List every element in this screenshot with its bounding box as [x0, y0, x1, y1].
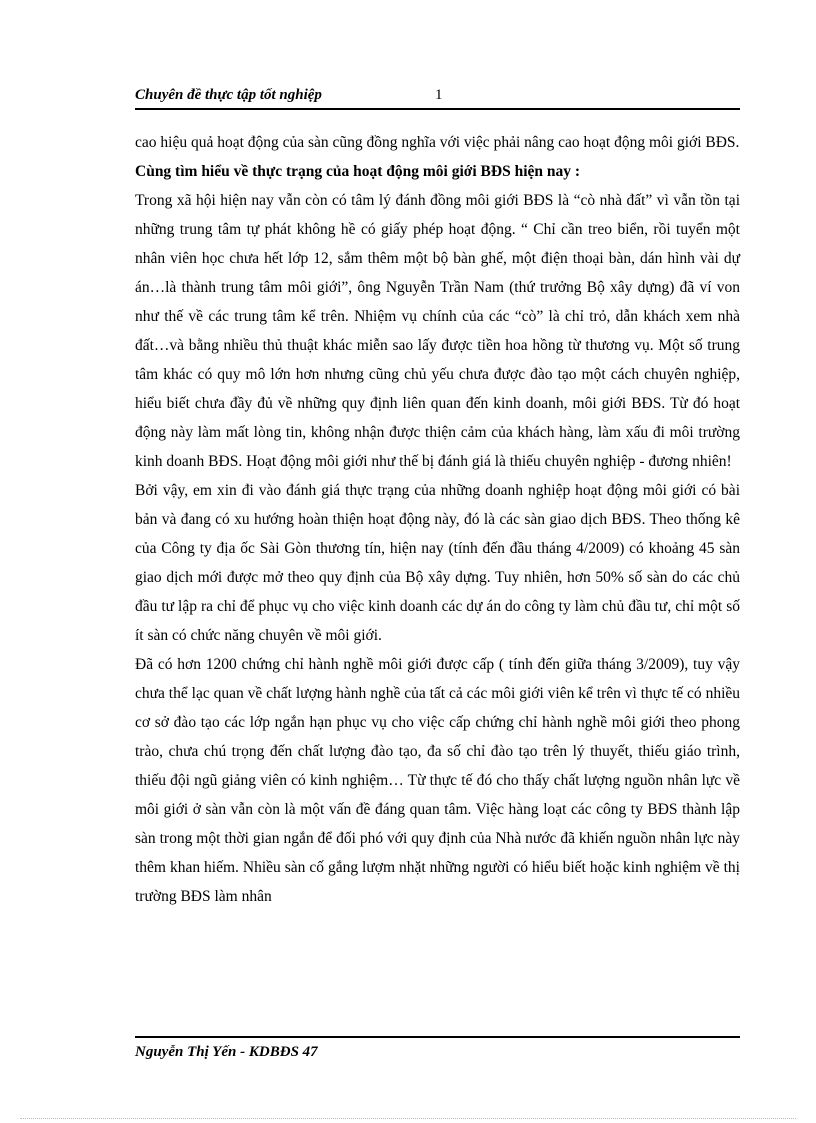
page-boundary-line [20, 1118, 796, 1119]
paragraph: cao hiệu quả hoạt động của sàn cũng đồng nghĩa với việc phải nâng cao hoạt động môi giới BĐS. [135, 134, 740, 151]
page-footer [135, 1036, 740, 1060]
paragraph: Bởi vậy, em xin đi vào đánh giá thực trạng của những doanh nghiệp hoạt động môi giới có bài bản và đang có xu hướng hoàn thiện hoạt động này, đó là các sàn giao dịch BĐS. Theo thống kê của Công ty địa ốc Sài Gòn thương tín, hiện nay (tính đến đầu tháng 4/2009) có khoảng 45 sàn giao dịch mới được mở theo quy định của Bộ xây dựng. Tuy nhiên, hơn 50% số sàn do các chủ đầu tư lập ra chỉ để phục vụ cho việc kinh doanh các dự án do công ty làm chủ đầu tư, chỉ một số ít sàn có chức năng chuyên về môi giới. [135, 482, 740, 644]
page-header [135, 86, 740, 110]
page-number: 1 [435, 87, 443, 103]
paragraph: Đã có hơn 1200 chứng chỉ hành nghề môi giới được cấp ( tính đến giữa tháng 3/2009), tuy vậy chưa thể lạc quan về chất lượng hành nghề của tất cả các môi giới viên kể trên vì thực tế có nhiều cơ sở đào tạo các lớp ngắn hạn phục vụ cho việc cấp chứng chỉ hành nghề môi giới theo phong trào, chưa chú trọng đến chất lượng đào tạo, đa số chỉ đào tạo trên lý thuyết, thiếu giáo trình, thiếu đội ngũ giảng viên có kinh nghiệm… Từ thực tế đó cho thấy chất lượng nguồn nhân lực về môi giới ở sàn vẫn còn là một vấn đề đáng quan tâm. Việc hàng loạt các công ty BĐS thành lập sàn trong một thời gian ngắn để đối phó với quy định của Nhà nước đã khiến nguồn nhân lực này thêm khan hiếm. Nhiều sàn cố gắng lượm nhặt những người có hiểu biết hoặc kinh nghiệm về thị trường BĐS làm nhân [135, 656, 740, 905]
header-title: Chuyên đề thực tập tốt nghiệp [135, 87, 322, 103]
paragraph: Trong xã hội hiện nay vẫn còn có tâm lý đánh đồng môi giới BĐS là “cò nhà đất” vì vẫn tồn tại những trung tâm tự phát không hề có giấy phép hoạt động. “ Chỉ cần treo biển, rồi tuyển một nhân viên học chưa hết lớp 12, sắm thêm một bộ bàn ghế, một điện thoại bàn, dán hình vài dự án…là thành trung tâm môi giới”, ông Nguyễn Trần Nam (thứ trưởng Bộ xây dựng) đã ví von như thế về các trung tâm kể trên. Nhiệm vụ chính của các “cò” là chỉ trỏ, dẫn khách xem nhà đất…và bằng nhiều thủ thuật khác miễn sao lấy được tiền hoa hồng từ thương vụ. Một số trung tâm khác có quy mô lớn hơn nhưng cũng chủ yếu chưa được đào tạo một cách chuyên nghiệp, hiểu biết chưa đầy đủ về những quy định liên quan đến kinh doanh, môi giới BĐS. Từ đó hoạt động này làm mất lòng tin, không nhận được thiện cảm của khách hàng, làm xấu đi môi trường kinh doanh BĐS. Hoạt động môi giới như thế bị đánh giá là thiếu chuyên nghiệp - đương nhiên! [135, 192, 740, 470]
section-heading: Cùng tìm hiểu về thực trạng của hoạt động môi giới BĐS hiện nay : [135, 163, 581, 180]
footer-author: Nguyễn Thị Yến - KDBĐS 47 [135, 1044, 318, 1060]
document-body [135, 128, 740, 911]
